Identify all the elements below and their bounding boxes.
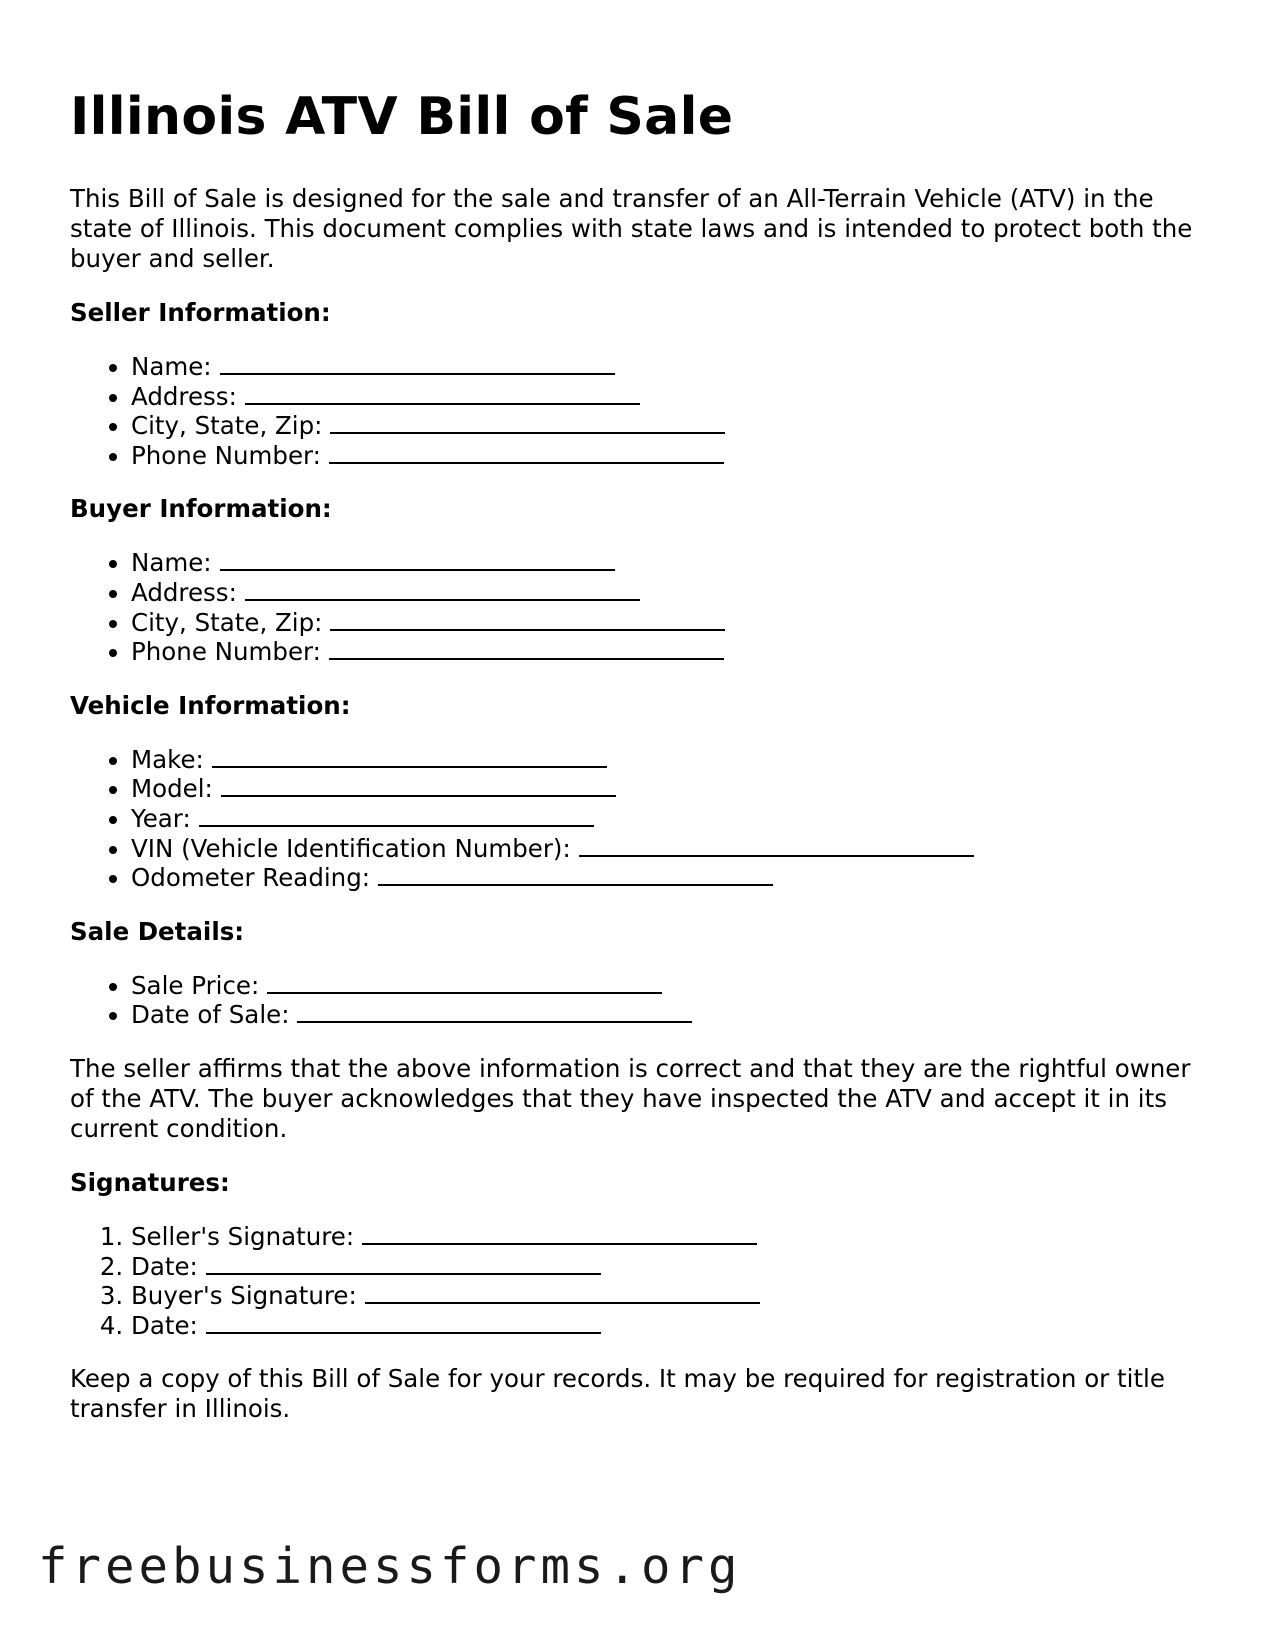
seller-address-field	[131, 382, 1200, 412]
blank-line[interactable]	[245, 383, 640, 405]
intro-paragraph: This Bill of Sale is designed for the sale and transfer of an All-Terrain Vehicle (ATV) in the state of Illinois. This document complies with state laws and is intended to protect both the buyer and seller.	[70, 184, 1193, 273]
blank-line[interactable]	[378, 864, 773, 886]
field-label: Name:	[131, 548, 212, 578]
seller-name-field	[131, 352, 1200, 382]
field-label: City, State, Zip:	[131, 411, 323, 441]
blank-line[interactable]	[329, 638, 724, 660]
blank-line[interactable]	[330, 412, 725, 434]
vehicle-heading: Vehicle Information:	[70, 690, 351, 720]
buyer-name-field	[131, 548, 1200, 578]
field-label: Date of Sale:	[131, 1000, 290, 1030]
blank-line[interactable]	[245, 579, 640, 601]
blank-line[interactable]	[220, 353, 615, 375]
vehicle-vin-field	[131, 834, 1200, 864]
blank-line[interactable]	[199, 805, 594, 827]
page-title: Illinois ATV Bill of Sale	[70, 87, 734, 147]
blank-line[interactable]	[330, 609, 725, 631]
blank-line[interactable]	[362, 1223, 757, 1245]
blank-line[interactable]	[365, 1282, 760, 1304]
field-label: Date:	[131, 1310, 198, 1340]
vehicle-make-field	[131, 745, 1200, 775]
closing-note: Keep a copy of this Bill of Sale for your records. It may be required for registration or title transfer in Illinois.	[70, 1364, 1165, 1424]
seller-heading: Seller Information:	[70, 298, 331, 327]
field-label: Address:	[131, 577, 237, 607]
signatures-heading: Signatures:	[70, 1167, 230, 1197]
seller-signature-field	[131, 1222, 1200, 1252]
blank-line[interactable]	[206, 1253, 601, 1275]
seller-date-field	[131, 1252, 1200, 1282]
buyer-date-field	[131, 1311, 1200, 1341]
blank-line[interactable]	[212, 746, 607, 768]
seller-fields	[70, 352, 1200, 470]
field-label: Odometer Reading:	[131, 863, 371, 893]
vehicle-odometer-field	[131, 863, 1200, 893]
document-page	[70, 82, 1200, 1424]
sale-date-field	[131, 1000, 1200, 1030]
field-label: VIN (Vehicle Identification Number):	[131, 833, 571, 863]
blank-line[interactable]	[221, 775, 616, 797]
field-label: Date:	[131, 1251, 198, 1281]
buyer-heading: Buyer Information:	[70, 494, 332, 524]
sale-fields	[70, 971, 1200, 1030]
blank-line[interactable]	[267, 972, 662, 994]
watermark: freebusinessforms.org	[38, 1538, 742, 1595]
blank-line[interactable]	[579, 835, 974, 857]
sale-price-field	[131, 971, 1200, 1001]
signature-fields	[70, 1222, 1200, 1340]
field-label: Seller's Signature:	[131, 1221, 355, 1251]
field-label: City, State, Zip:	[131, 607, 323, 637]
field-label: Buyer's Signature:	[131, 1281, 357, 1311]
field-label: Make:	[131, 744, 204, 774]
sale-heading: Sale Details:	[70, 916, 245, 946]
buyer-phone-field	[131, 637, 1200, 667]
buyer-city-state-zip-field	[131, 608, 1200, 638]
seller-phone-field	[131, 441, 1200, 471]
vehicle-model-field	[131, 774, 1200, 804]
blank-line[interactable]	[297, 1001, 692, 1023]
buyer-signature-field	[131, 1281, 1200, 1311]
affirmation-paragraph: The seller affirms that the above information is correct and that they are the rightful owner of the ATV. The buyer acknowledges that they have inspected the ATV and accept it in its current condition.	[70, 1053, 1191, 1143]
blank-line[interactable]	[220, 549, 615, 571]
vehicle-fields	[70, 745, 1200, 893]
seller-city-state-zip-field	[131, 411, 1200, 441]
buyer-fields	[70, 548, 1200, 666]
field-label: Name:	[131, 352, 212, 381]
field-label: Phone Number:	[131, 440, 321, 470]
field-label: Address:	[131, 381, 237, 411]
vehicle-year-field	[131, 804, 1200, 834]
field-label: Sale Price:	[131, 970, 260, 1000]
blank-line[interactable]	[329, 442, 724, 464]
blank-line[interactable]	[206, 1312, 601, 1334]
buyer-address-field	[131, 578, 1200, 608]
field-label: Year:	[131, 803, 191, 833]
field-label: Model:	[131, 774, 213, 804]
field-label: Phone Number:	[131, 637, 321, 667]
